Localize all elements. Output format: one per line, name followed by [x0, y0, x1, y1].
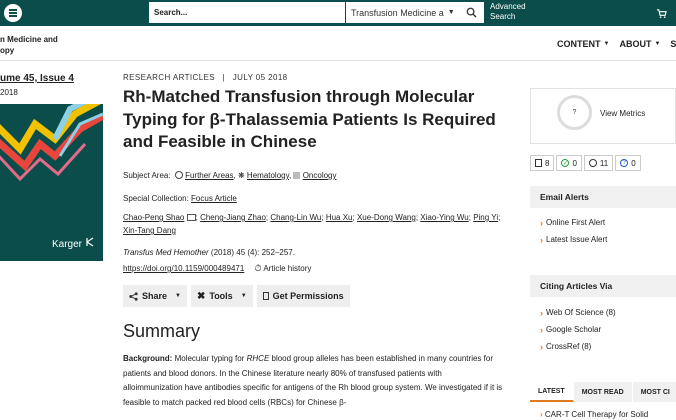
chevron-right-icon: › — [540, 324, 543, 335]
count-value: 11 — [599, 158, 609, 168]
question-icon: ? — [620, 159, 628, 167]
citing-label: Web Of Science (8) — [546, 308, 616, 317]
citing-articles-list — [530, 297, 676, 355]
view-metrics-link[interactable]: View Metrics — [600, 109, 646, 118]
alert-latest-issue[interactable] — [540, 231, 676, 248]
author-link[interactable]: Hua Xu — [325, 213, 353, 222]
article-date: JULY 05 2018 — [232, 73, 288, 82]
nav-about-label: ABOUT — [619, 39, 652, 49]
count-value: 0 — [631, 158, 636, 168]
chevron-right-icon: › — [540, 341, 543, 352]
site-title-line2: opy — [0, 46, 15, 55]
article-section: RESEARCH ARTICLES — [123, 73, 216, 82]
chevron-down-icon: ▼ — [240, 293, 247, 299]
citation-details: (2018) 45 (4): 252–257. — [210, 248, 295, 257]
search-input[interactable] — [149, 2, 345, 23]
article-meta — [123, 73, 288, 82]
permissions-label: Get Permissions — [272, 291, 344, 301]
chevron-right-icon: › — [540, 217, 543, 228]
history-icon: ⏱ — [254, 263, 262, 273]
subject-further-areas[interactable]: Further Areas — [185, 171, 234, 180]
menu-icon[interactable] — [4, 4, 22, 22]
advanced-search-line2: Search — [490, 12, 516, 21]
abstract-pre: Molecular typing for — [172, 354, 247, 363]
issue-link[interactable]: ume 45, Issue 4 — [0, 73, 74, 84]
further-areas-icon — [175, 171, 183, 179]
nav-content[interactable] — [557, 39, 609, 49]
get-permissions-button[interactable] — [257, 285, 350, 307]
search-icon — [466, 7, 477, 18]
summary-heading: Summary — [123, 321, 201, 341]
permissions-icon — [263, 292, 269, 300]
tools-icon: ✖ — [196, 290, 206, 302]
latest-article-label: CAR-T Cell Therapy for Solid — [544, 410, 649, 419]
citing-label: CrossRef (8) — [546, 342, 592, 351]
author-link[interactable]: Xue-Dong Wang — [356, 213, 416, 222]
special-collection — [123, 194, 237, 203]
meta-separator: | — [222, 73, 226, 82]
chevron-down-icon: ▼ — [654, 41, 661, 47]
author-link[interactable]: Chao-Peng Shao — [123, 213, 185, 222]
search-button[interactable] — [458, 2, 484, 23]
email-alerts-list — [530, 208, 676, 248]
citing-articles-panel — [530, 275, 676, 355]
nav-content-label: CONTENT — [557, 39, 601, 49]
tools-label: Tools — [209, 291, 233, 301]
site-title[interactable] — [0, 34, 58, 56]
subject-hematology[interactable]: Hematology — [246, 171, 290, 180]
collection-label: Special Collection: — [123, 194, 189, 203]
share-icon — [129, 292, 138, 301]
nav-submit[interactable] — [670, 39, 676, 49]
search-placeholder: Search... — [154, 8, 188, 17]
chevron-down-icon: ▼ — [447, 9, 455, 16]
subject-oncology[interactable]: Oncology — [302, 171, 337, 180]
count-check[interactable] — [556, 155, 581, 171]
author-link[interactable]: Cheng-Jiang Zhao — [200, 213, 266, 222]
count-clock[interactable] — [584, 155, 613, 171]
tab-latest[interactable]: LATEST — [530, 382, 574, 402]
chevron-down-icon: ▼ — [603, 41, 610, 47]
abstract-text — [123, 352, 503, 410]
author-link[interactable]: Xiao-Ying Wu — [420, 213, 469, 222]
share-label: Share — [142, 291, 168, 301]
chevron-right-icon: › — [540, 307, 543, 318]
top-bar — [0, 0, 676, 26]
count-question[interactable] — [615, 155, 640, 171]
citing-google-scholar[interactable] — [540, 321, 676, 338]
email-alerts-panel — [530, 186, 676, 248]
altmetric-dial-value: ? — [572, 109, 577, 116]
collection-link[interactable]: Focus Article — [191, 194, 237, 203]
citing-web-of-science[interactable] — [540, 304, 676, 321]
count-value: 0 — [572, 158, 577, 168]
nav-submit-label: S — [670, 39, 676, 49]
doi-link[interactable]: https://doi.org/10.1159/000489471 — [123, 264, 245, 273]
tab-most-read[interactable]: MOST READ — [574, 382, 633, 402]
citation-counts — [530, 155, 641, 171]
citing-articles-heading: Citing Articles Via — [530, 275, 676, 297]
latest-article-link[interactable] — [540, 410, 648, 419]
cover-brand — [52, 237, 95, 250]
advanced-search-line1: Advanced — [490, 2, 526, 11]
abstract-gene: RHCE — [246, 354, 270, 363]
search-scope-select[interactable] — [346, 2, 458, 23]
citation — [123, 248, 295, 257]
nav-about[interactable] — [619, 39, 660, 49]
alert-online-first[interactable] — [540, 214, 676, 231]
alert-label: Latest Issue Alert — [546, 235, 608, 244]
author-list: Chao-Peng Shao ; Cheng-Jiang Zhao; Chang-Lin Wu; Hua Xu; Xue-Dong Wang; Xiao-Ying Wu; Ping Yi; Xin-Tang Dang — [123, 213, 501, 235]
subject-label: Subject Area: — [123, 171, 171, 180]
altmetric-dial[interactable] — [557, 95, 592, 130]
citation-icon — [535, 159, 542, 167]
clock-icon — [589, 159, 597, 167]
count-citations[interactable] — [530, 155, 554, 171]
advanced-search-link[interactable] — [490, 2, 526, 22]
abstract-label: Background: — [123, 354, 173, 363]
article-list-tabs — [530, 382, 676, 402]
doi-row — [123, 263, 311, 274]
check-icon: ✓ — [562, 160, 568, 167]
count-value: 8 — [545, 158, 550, 168]
author-link[interactable]: Xin-Tang Dang — [123, 226, 176, 235]
oncology-icon — [293, 172, 300, 179]
citing-crossref[interactable] — [540, 338, 676, 355]
cart-icon[interactable] — [656, 6, 667, 24]
chevron-down-icon: ▼ — [175, 293, 181, 299]
cover-brand-text: Karger — [52, 239, 83, 250]
article-actions — [123, 285, 350, 307]
main-nav — [557, 39, 676, 49]
tab-most-cited[interactable]: MOST CI — [633, 382, 676, 402]
abstract-post: blood group alleles has been established in many countries for patients and blood donors. In the Chinese literature nearly 80% of transfused patients with alloimmunization have antibodies specific for antigens of the Rh blood group system. We investigated if it is feasible to match packed red blood cells (RBCs) for Chinese β- — [123, 354, 503, 407]
chevron-right-icon: › — [540, 234, 543, 245]
share-button[interactable] — [123, 285, 187, 307]
citation-journal: Transfus Med Hemother — [123, 248, 209, 257]
site-title-line1: n Medicine and — [0, 35, 58, 44]
article-history-link[interactable]: Article history — [263, 264, 312, 273]
author-link[interactable]: Ping Yi — [473, 213, 499, 222]
chevron-right-icon: › — [540, 410, 543, 419]
author-card-icon — [187, 214, 196, 221]
issue-year: 2018 — [0, 88, 18, 97]
article-title: Rh-Matched Transfusion through Molecular Typing for β-Thalassemia Patients Is Required and Feasible in Chinese — [123, 87, 496, 151]
tools-button[interactable] — [191, 285, 253, 307]
subject-area: Subject Area: Further Areas, ❋ Hematology, Oncology — [123, 171, 337, 180]
citing-label: Google Scholar — [546, 325, 602, 334]
hematology-icon: ❋ — [237, 171, 245, 180]
search-scope-value: Transfusion Medicine a — [351, 7, 444, 18]
header-divider — [0, 60, 676, 61]
karger-logo-icon — [85, 237, 95, 247]
email-alerts-heading: Email Alerts — [530, 186, 676, 208]
author-link[interactable]: Chang-Lin Wu — [270, 213, 322, 222]
alert-label: Online First Alert — [546, 218, 606, 227]
